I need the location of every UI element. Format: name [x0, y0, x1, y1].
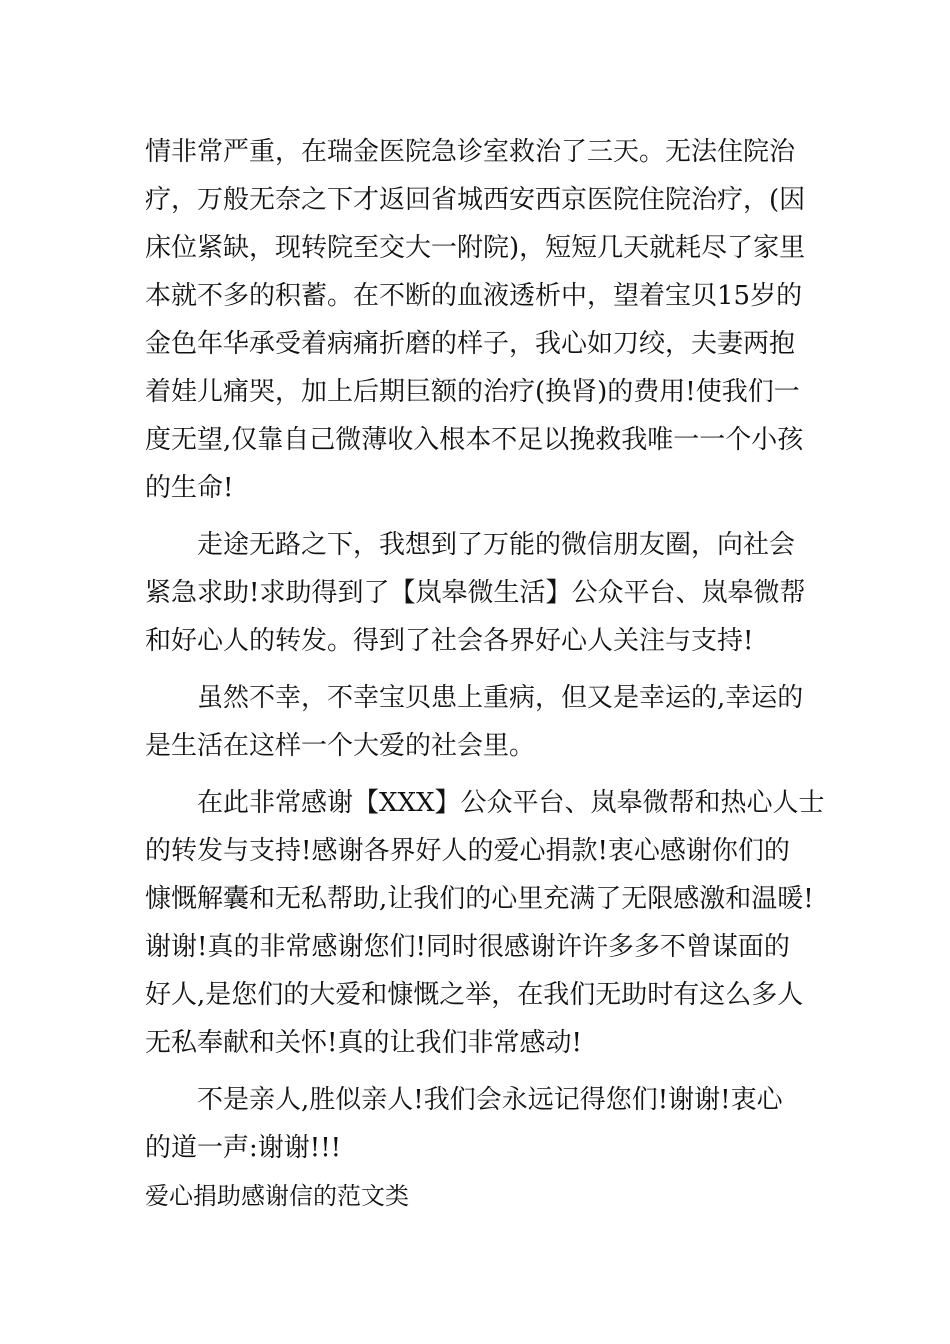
- text-line: 慷慨解囊和无私帮助,让我们的心里充满了无限感激和温暖!: [145, 884, 814, 914]
- text-line: 疗，万般无奈之下才返回省城西安西京医院住院治疗，(因: [145, 185, 806, 215]
- text-line: 本就不多的积蓄。在不断的血液透析中，望着宝贝15岁的: [145, 281, 803, 311]
- text-line: 床位紧缺，现转院至交大一附院)，短短几天就耗尽了家里: [145, 233, 806, 263]
- text-line: 好人,是您们的大爱和慷慨之举，在我们无助时有这么多人: [145, 980, 804, 1010]
- section-title: 爱心捐助感谢信的范文类: [145, 1182, 409, 1210]
- paragraph: [145, 1076, 825, 1172]
- text-line: 金色年华承受着病痛折磨的样子，我心如刀绞，夫妻两抱: [145, 329, 796, 359]
- text-line: 谢谢!真的非常感谢您们!同时很感谢许许多多不曾谋面的: [145, 932, 790, 962]
- text-line: 虽然不幸，不幸宝贝患上重病，但又是幸运的,幸运的: [197, 683, 804, 713]
- text-line: 不是亲人,胜似亲人!我们会永远记得您们!谢谢!衷心: [197, 1085, 783, 1115]
- text-line: 度无望,仅靠自己微薄收入根本不足以挽救我唯一一个小孩: [145, 425, 804, 455]
- text-line: 走途无路之下，我想到了万能的微信朋友圈，向社会: [197, 530, 796, 560]
- document-body: [145, 128, 825, 1220]
- text-line: 着娃儿痛哭，加上后期巨额的治疗(换肾)的费用!使我们一: [145, 377, 800, 407]
- text-line: 和好心人的转发。得到了社会各界好心人关注与支持!: [145, 626, 754, 656]
- text-line: 在此非常感谢【XXX】公众平台、岚皋微帮和热心人士: [197, 788, 825, 818]
- text-line: 无私奉献和关怀!真的让我们非常感动!: [145, 1028, 582, 1058]
- text-line: 的道一声:谢谢!!!: [145, 1133, 342, 1163]
- text-line: 的转发与支持!感谢各界好人的爱心捐款!衷心感谢你们的: [145, 836, 790, 866]
- paragraph: [145, 779, 825, 1067]
- text-line: 情非常严重，在瑞金医院急诊室救治了三天。无法住院治: [145, 137, 796, 167]
- paragraph: [145, 674, 825, 770]
- paragraph: [145, 521, 825, 665]
- paragraph: [145, 128, 825, 512]
- text-line: 紧急求助!求助得到了【岚皋微生活】公众平台、岚皋微帮: [145, 578, 806, 608]
- text-line: 的生命!: [145, 473, 234, 503]
- text-line: 是生活在这样一个大爱的社会里。: [145, 731, 536, 761]
